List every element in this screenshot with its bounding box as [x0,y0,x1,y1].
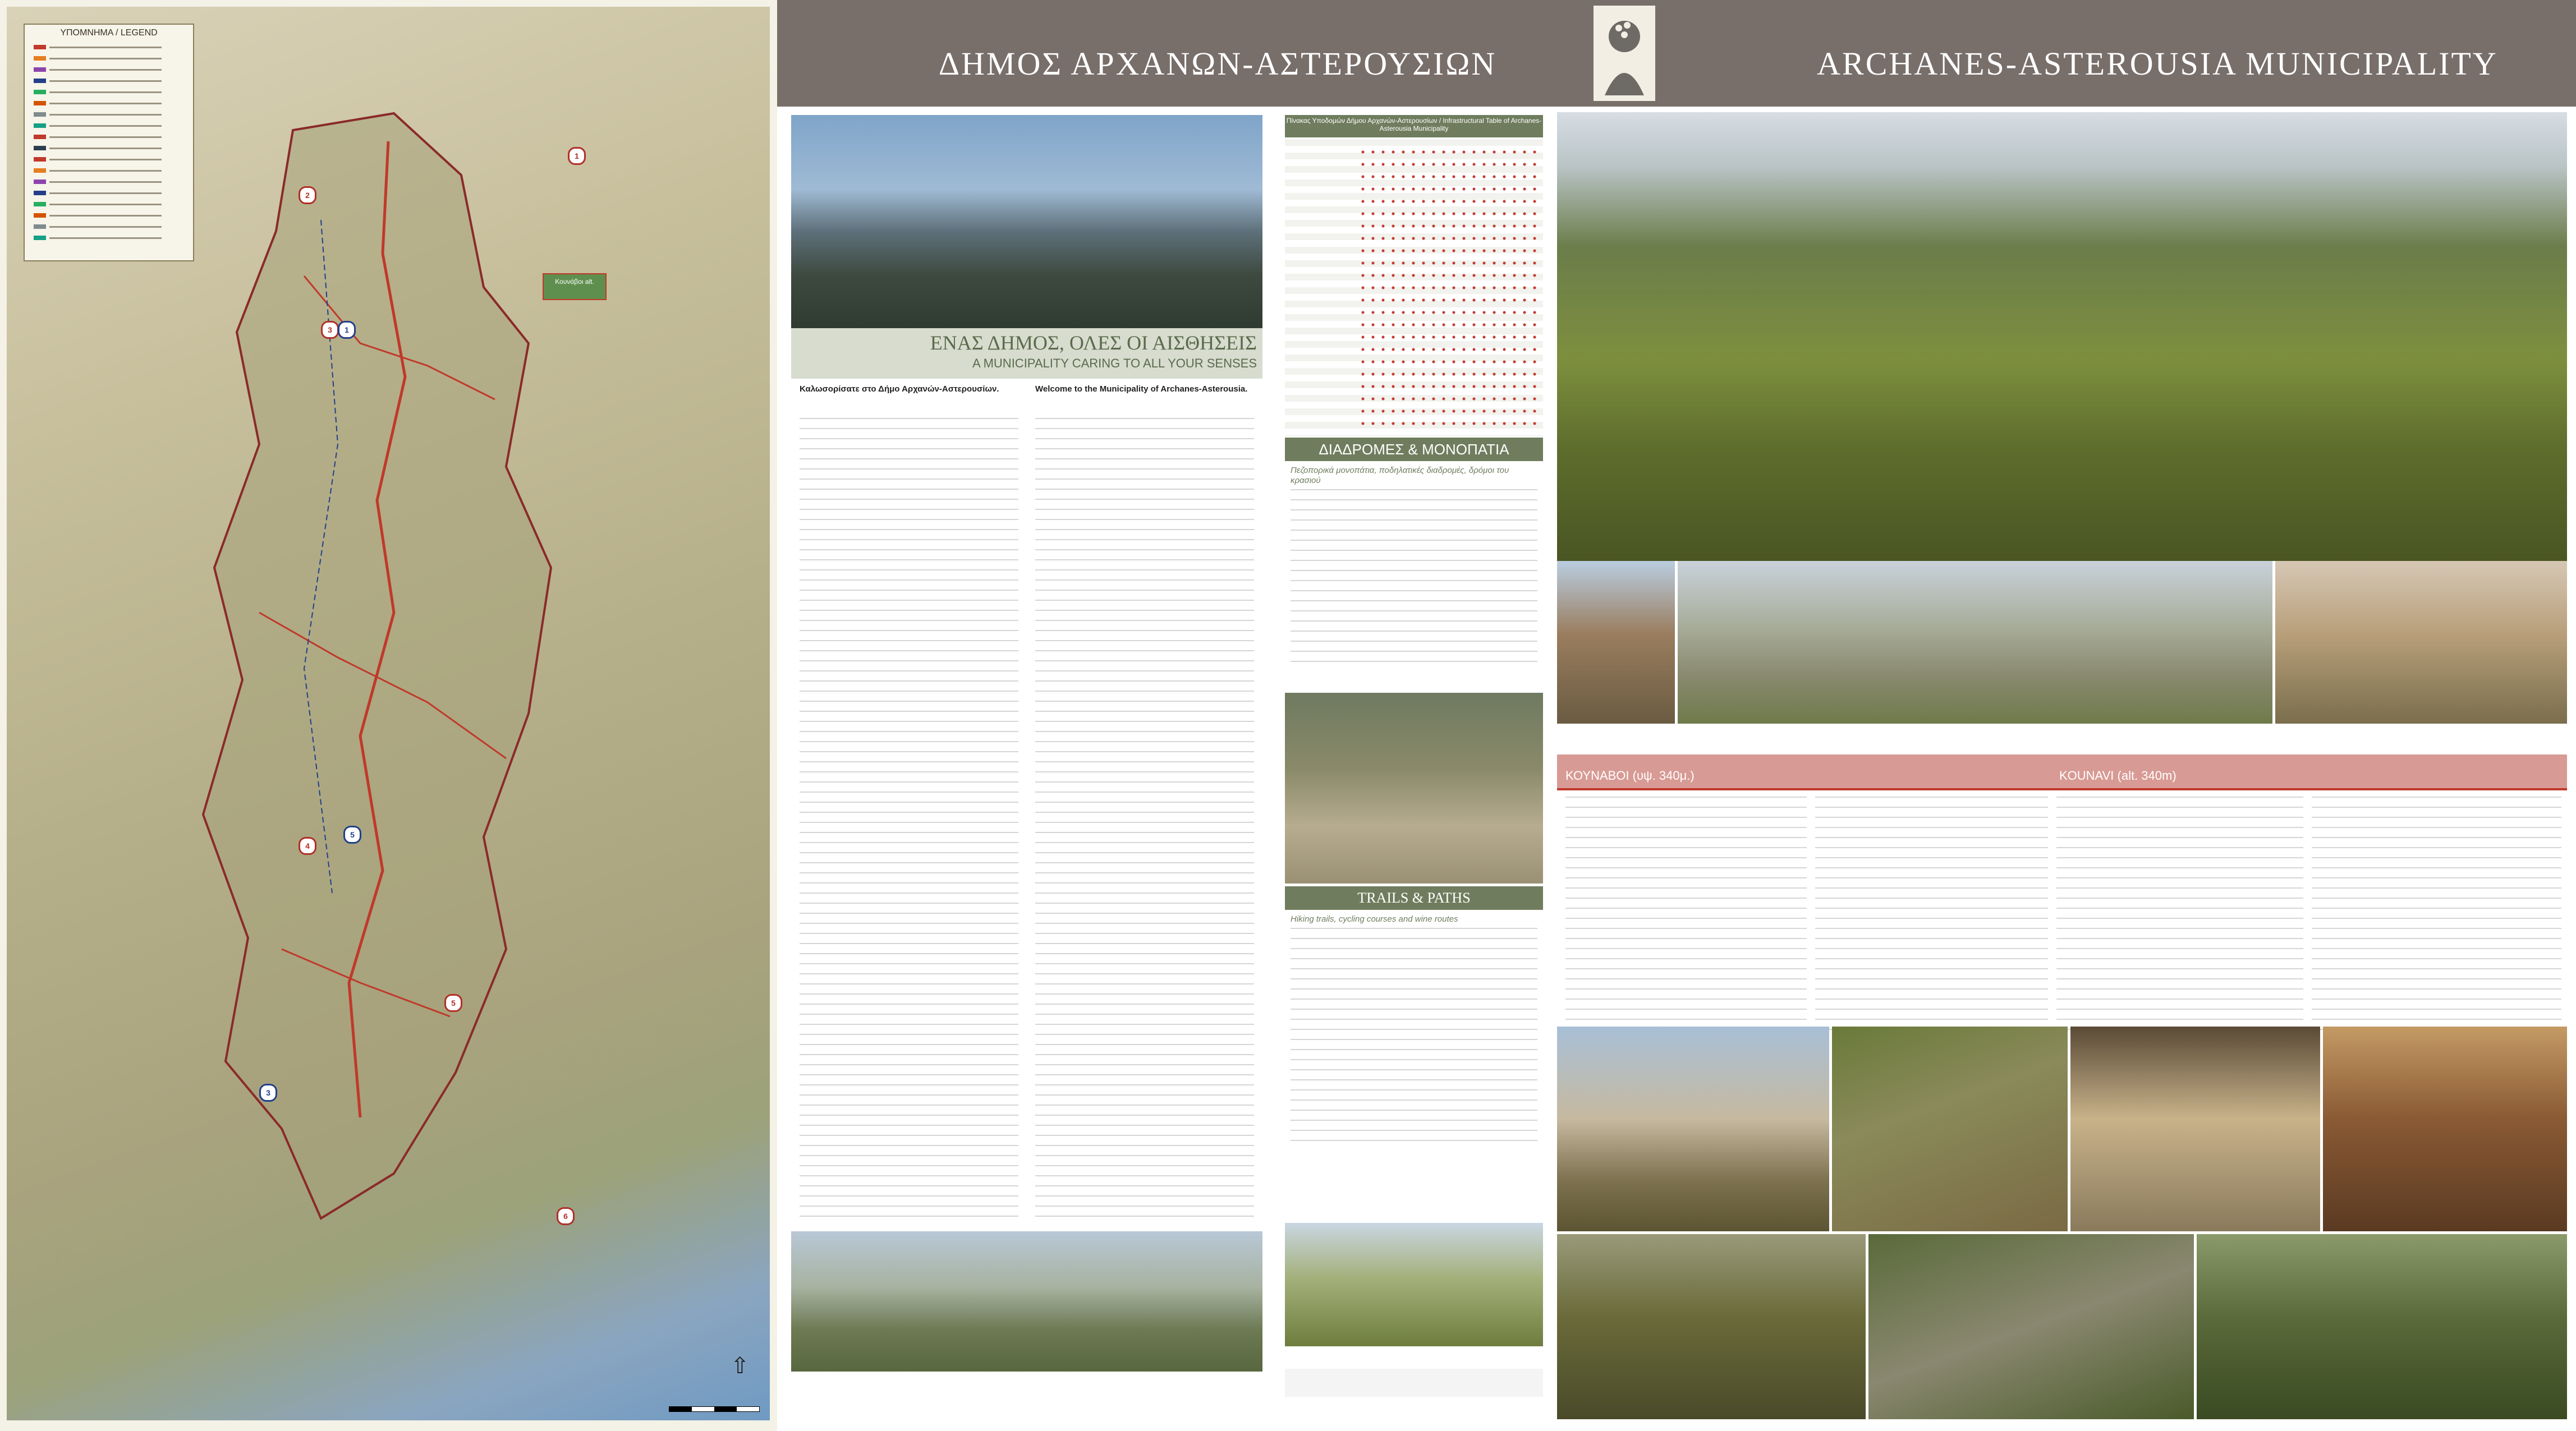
legend-title: ΥΠΟΜΝΗΜΑ / LEGEND [60,28,158,38]
legend-swatch [34,224,46,229]
almond-blossom-photo [791,1231,1262,1372]
legend-swatch [34,123,46,128]
legend-row [34,89,162,95]
kounavi-divider [1557,788,2567,790]
legend-swatch [34,168,46,173]
route-marker-blue[interactable]: 5 [343,826,361,844]
legend-label-line [49,159,162,160]
route-marker[interactable]: 4 [299,837,316,855]
legend-swatch [34,101,46,105]
legend-label-line [49,114,162,116]
legend-swatch [34,213,46,218]
text-column [800,418,1018,1226]
kounavi-text-english-2 [2312,797,2561,1032]
legend-label-line [49,215,162,217]
route-marker[interactable]: 5 [444,994,462,1012]
legend-row [34,178,162,185]
chapel-valley-photo [1285,1223,1543,1346]
map-panel [0,0,777,1431]
sponsor-logos [1285,1369,1543,1397]
legend-swatch [34,90,46,94]
legend-label-line [49,103,162,104]
trails-subtitle-greek: Πεζοπορικά μονοπάτια, ποδηλατικές διαδρομές, δρόμοι του κρασιού [1291,466,1509,485]
callout-label: Κουνάβοι alt. [555,278,594,286]
rock-path-photo [1868,1234,2194,1419]
legend-row [34,122,162,129]
kounavi-text-greek-1 [1565,797,1807,1032]
legend-label-line [49,58,162,59]
legend-label-line [49,192,162,194]
legend-row [34,201,162,208]
legend-label-line [49,136,162,138]
municipality-emblem-icon [1594,6,1655,101]
title-greek: ΔΗΜΟΣ ΑΡΧΑΝΩΝ-ΑΣΤΕΡΟΥΣΙΩΝ [938,45,1497,82]
route-marker[interactable]: 6 [557,1207,575,1225]
legend-row [34,44,162,50]
legend-swatch [34,180,46,184]
winery-interior-photo [2323,1027,2567,1231]
trails-text-english [1291,914,1537,1206]
forest-trees-photo [2197,1234,2567,1419]
legend-label-line [49,148,162,149]
legend-row [34,156,162,163]
route-marker[interactable]: 3 [321,321,339,339]
legend-row [34,55,162,62]
kounavi-valley-photo [1557,112,2567,561]
kounavi-title-greek: ΚΟΥΝΑΒΟΙ (υψ. 340μ.) [1565,769,1695,783]
legend-label-line [49,181,162,183]
legend-label-line [49,226,162,228]
table-title: Πίνακας Υποδομών Δήμου Αρχανών-Αστερουσίων / Infrastructural Table of Archanes-Asterousia Municipality [1286,117,1542,132]
chapel-photo [2275,561,2567,724]
legend-swatch [34,191,46,195]
legend-row [34,145,162,151]
wine-cellar-photo [2070,1027,2320,1231]
heading-english: Welcome to the Municipality of Archanes-Asterousia. [1035,384,1248,394]
legend-row [34,190,162,196]
legend-row [34,134,162,140]
legend-row [34,66,162,73]
legend-label-line [49,237,162,239]
legend-row [34,212,162,219]
kounavi-text-english-1 [2056,797,2303,1032]
legend-label-line [49,91,162,93]
gorge-photo [1285,693,1543,884]
map-legend [24,24,194,261]
route-marker-blue[interactable]: 3 [259,1084,277,1102]
relief-map[interactable] [7,7,770,1420]
gorge-hills-photo [1557,1234,1866,1419]
table-markers [1358,146,1537,426]
text-column [1291,489,1537,669]
heading-greek: Καλωσορίσατε στο Δήμο Αρχανών-Αστερουσίων. [800,384,999,394]
legend-swatch [34,157,46,162]
slogan-greek: ΕΝΑΣ ΔΗΜΟΣ, ΟΛΕΣ ΟΙ ΑΙΣΘΗΣΕΙΣ [930,332,1257,354]
village-panorama-photo [1678,561,2272,724]
legend-label-line [49,69,162,71]
landscape-photo [791,115,1262,328]
trails-text-greek [1291,466,1537,729]
legend-swatch [34,45,46,49]
text-column [1291,928,1537,1141]
route-marker[interactable]: 1 [568,147,586,165]
legend-swatch [34,146,46,150]
municipality-boundary [192,108,585,1230]
legend-swatch [34,67,46,72]
legend-row [34,100,162,107]
legend-label-line [49,80,162,82]
title-english: ARCHANES-ASTEROUSIA MUNICIPALITY [1817,45,2498,82]
legend-swatch [34,112,46,117]
slogan-english: A MUNICIPALITY CARING TO ALL YOUR SENSES [972,356,1257,370]
trails-subtitle-english: Hiking trails, cycling courses and wine routes [1291,914,1458,924]
legend-label-line [49,170,162,172]
legend-label-line [49,47,162,48]
kounavi-text-greek-2 [1815,797,2048,1032]
scale-bar [669,1406,760,1412]
trails-title-greek: ΔΙΑΔΡΟΜΕΣ & ΜΟΝΟΠΑΤΙΑ [1319,441,1509,458]
legend-label-line [49,204,162,205]
legend-row [34,77,162,84]
legend-swatch [34,202,46,206]
trails-title-english: TRAILS & PATHS [1357,890,1471,906]
legend-row [34,223,162,230]
route-marker[interactable]: 2 [299,186,316,204]
legend-row [34,167,162,174]
stone-chapel-photo [1557,1027,1829,1231]
legend-swatch [34,236,46,240]
north-arrow-icon: ⇧ [731,1354,750,1378]
legend-row [34,234,162,241]
legend-swatch [34,56,46,61]
kounavi-title-english: KOUNAVI (alt. 340m) [2059,769,2176,783]
legend-label-line [49,125,162,127]
church-photo [1557,561,1675,724]
legend-swatch [34,79,46,83]
tree-trunk-photo [1832,1027,2068,1231]
location-callout [543,273,607,300]
legend-row [34,111,162,118]
intro-text [800,384,1254,1243]
route-marker-blue[interactable]: 1 [338,321,356,339]
text-column [1035,418,1254,1226]
legend-swatch [34,135,46,139]
